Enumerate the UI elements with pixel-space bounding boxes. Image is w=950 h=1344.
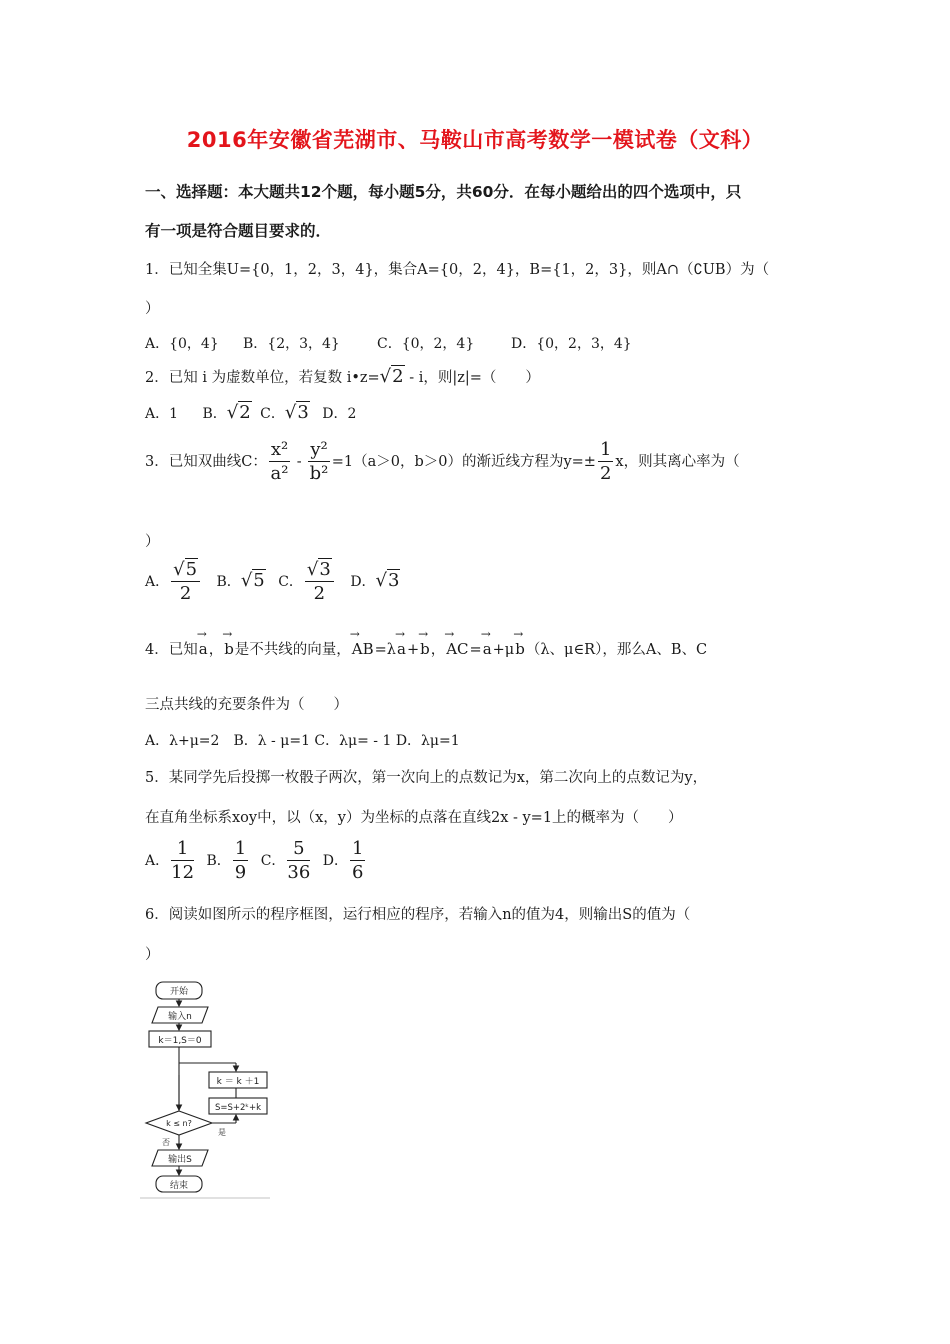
q5-option-d-den: 6	[352, 862, 364, 883]
flowchart-no-label: 否	[162, 1138, 170, 1147]
q2-options	[145, 402, 356, 423]
q4-vector-ac: → AC	[446, 640, 468, 658]
q3-option-a-frac	[171, 561, 200, 603]
q5-stem-cont: 在直角坐标系xoy中，以（x，y）为坐标的点落在直线2x - y=1上的概率为（ ）	[145, 810, 683, 826]
q5-option-c-num: 5	[287, 840, 310, 861]
q6-stem-cont: ）	[145, 947, 160, 963]
q3-option-b-label: B．	[216, 574, 241, 590]
q4-stem: 4．已知→ a，→ b是不共线的向量，→ AB=λ→ a+→ b，→ AC=→ a+μ→ b（λ、μ∈R），那么A、B、C	[145, 638, 707, 659]
section-heading-line1: 一、选择题：本大题共12个题，每小题5分，共60分．在每小题给出的四个选项中，只	[145, 183, 742, 201]
q5-option-b-frac	[233, 840, 248, 882]
flowchart-end-label: 结束	[169, 1181, 189, 1191]
q3-frac-x	[269, 441, 290, 483]
q5-option-d-num: 1	[352, 838, 364, 859]
q3-option-d-sqrt: √3	[375, 570, 400, 591]
q3-stem	[145, 441, 740, 483]
q2-option-b-radicand: 2	[239, 402, 251, 423]
q2-stem	[145, 366, 540, 387]
q3-option-b	[216, 570, 266, 591]
q4-stem-pre: 4．已知	[145, 642, 198, 658]
q3-frac-x-num: x²	[270, 439, 289, 460]
q3-stem-cont: ）	[145, 534, 160, 550]
q5-option-c-label: C．	[260, 853, 286, 869]
q1-option-a: A．{0，4}	[145, 336, 219, 352]
q4-vector-a-3: → a	[483, 640, 492, 658]
q3-stem-pre: 3．已知双曲线C：	[145, 454, 267, 470]
section-heading-line2: 有一项是符合题目要求的．	[145, 222, 332, 240]
q3-option-c	[278, 559, 336, 604]
q3-option-c-num: √3	[305, 561, 334, 582]
q4-vector-b: → b	[224, 640, 234, 658]
q3-minus: -	[292, 454, 307, 470]
q3-option-a-label: A．	[145, 574, 170, 590]
q3-option-a-den: 2	[179, 583, 192, 604]
q1-option-c: C．{0，2，4}	[377, 336, 475, 352]
flowchart-init-label: k＝1,S＝0	[158, 1036, 202, 1046]
q4-plus-mu: +μ	[492, 642, 515, 658]
program-flowchart	[140, 975, 275, 1205]
q4-vector-ab: → AB	[352, 640, 374, 658]
q4-vector-a: → a	[199, 640, 208, 658]
q5-option-a-frac	[171, 840, 194, 882]
q1-stem-cont: ）	[145, 301, 160, 317]
q3-frac-y-den: b²	[309, 463, 329, 484]
q2-option-d: D．2	[322, 406, 357, 422]
q3-stem-post: x，则其离心率为（	[615, 454, 740, 470]
q5-option-b	[206, 838, 250, 883]
q2-option-b-sqrt: √2	[226, 402, 251, 423]
q3-option-c-frac	[305, 561, 334, 603]
q4-stem-post: （λ、μ∈R），那么A、B、C	[525, 642, 708, 658]
q2-radicand: 2	[392, 366, 404, 387]
q3-stem-mid: =1（a＞0，b＞0）的渐近线方程为y=±	[331, 454, 596, 470]
q2-sqrt: √2	[379, 366, 404, 387]
q6-stem: 6．阅读如图所示的程序框图，运行相应的程序，若输入n的值为4，则输出S的值为（	[145, 907, 691, 923]
q4-vector-b-3: → b	[515, 640, 525, 658]
q5-option-b-num: 1	[234, 838, 247, 859]
q2-option-c-sqrt: √3	[284, 402, 309, 423]
q2-option-c-radicand: 3	[297, 402, 309, 423]
q2-option-c-label: C．	[260, 406, 285, 422]
q5-option-d-label: D．	[322, 853, 348, 869]
q5-stem: 5．某同学先后投掷一枚骰子两次，第一次向上的点数记为x，第二次向上的点数记为y，	[145, 770, 708, 786]
q3-option-d-label: D．	[350, 574, 376, 590]
q3-option-c-label: C．	[278, 574, 303, 590]
q5-option-c-frac	[287, 840, 310, 882]
q4-vector-a-2: → a	[397, 640, 406, 658]
q3-options	[145, 561, 400, 603]
q3-frac-y	[308, 441, 329, 483]
flowchart-output-label: 输出S	[168, 1155, 192, 1165]
q4-eq-lambda: =λ	[374, 642, 396, 658]
q4-stem-cont: 三点共线的充要条件为（ ）	[145, 697, 348, 713]
q2-stem-pre: 2．已知 i 为虚数单位，若复数 i•z=	[145, 370, 380, 386]
q3-option-c-den: 2	[313, 583, 326, 604]
page-title: 2016年安徽省芜湖市、马鞍山市高考数学一模试卷（文科）	[186, 128, 764, 152]
q3-frac-x-den: a²	[270, 463, 289, 484]
q3-frac-half-num: 1	[599, 439, 612, 460]
q3-option-a-radicand: 5	[185, 559, 198, 580]
q1-option-b: B．{2，3，4}	[243, 336, 340, 352]
q3-option-b-radicand: 5	[253, 570, 265, 591]
flowchart-update-label: S=S+2ᵏ+k	[214, 1103, 262, 1113]
q3-option-a	[145, 559, 202, 604]
q3-option-d	[350, 570, 400, 591]
q4-options: A．λ+μ=2 B．λ - μ=1 C．λμ= - 1 D．λμ=1	[145, 733, 460, 749]
q3-frac-half	[598, 441, 613, 483]
q3-option-b-sqrt: √5	[240, 570, 265, 591]
q3-frac-y-num: y²	[310, 439, 328, 460]
q2-option-b-label: B．	[202, 406, 227, 422]
q2-option-b	[202, 402, 251, 423]
q3-option-a-num: √5	[171, 561, 200, 582]
q5-option-a-num: 1	[171, 840, 194, 861]
q5-option-a-den: 12	[171, 862, 195, 883]
q5-option-d	[322, 838, 368, 883]
q4-vector-b-2: → b	[420, 640, 430, 658]
flowchart-decision-label: k ≤ n?	[166, 1119, 192, 1128]
q4-plus: +	[406, 642, 420, 658]
q3-option-c-radicand: 3	[319, 559, 331, 580]
q4-stem-mid: 是不共线的向量，	[234, 642, 351, 658]
q1-stem: 1．已知全集U={0，1，2，3，4}，集合A={0，2，4}，B={1，2，3}，则A∩（∁UB）为（	[145, 262, 770, 278]
q5-option-b-den: 9	[234, 862, 247, 883]
flowchart-input-label: 输入n	[168, 1012, 192, 1022]
q1-option-d: D．{0，2，3，4}	[511, 336, 632, 352]
q5-option-b-label: B．	[206, 853, 231, 869]
q5-option-c-den: 36	[287, 862, 311, 883]
q5-option-a-label: A．	[145, 853, 170, 869]
q5-option-c	[260, 838, 313, 883]
flowchart-yes-label: 是	[218, 1128, 226, 1137]
q3-frac-half-den: 2	[599, 463, 612, 484]
q2-option-c	[260, 402, 310, 423]
q5-options	[145, 840, 367, 882]
q4-eq: =	[469, 642, 482, 658]
q2-stem-post: - i，则|z|=（ ）	[404, 370, 540, 386]
flowchart-start-label: 开始	[169, 987, 189, 997]
q3-option-d-radicand: 3	[388, 570, 400, 591]
q2-option-a: A．1	[145, 406, 179, 422]
flowchart-increment-label: k ＝ k ＋1	[216, 1077, 260, 1087]
q5-option-a	[145, 838, 196, 883]
q5-option-d-frac	[350, 840, 365, 882]
